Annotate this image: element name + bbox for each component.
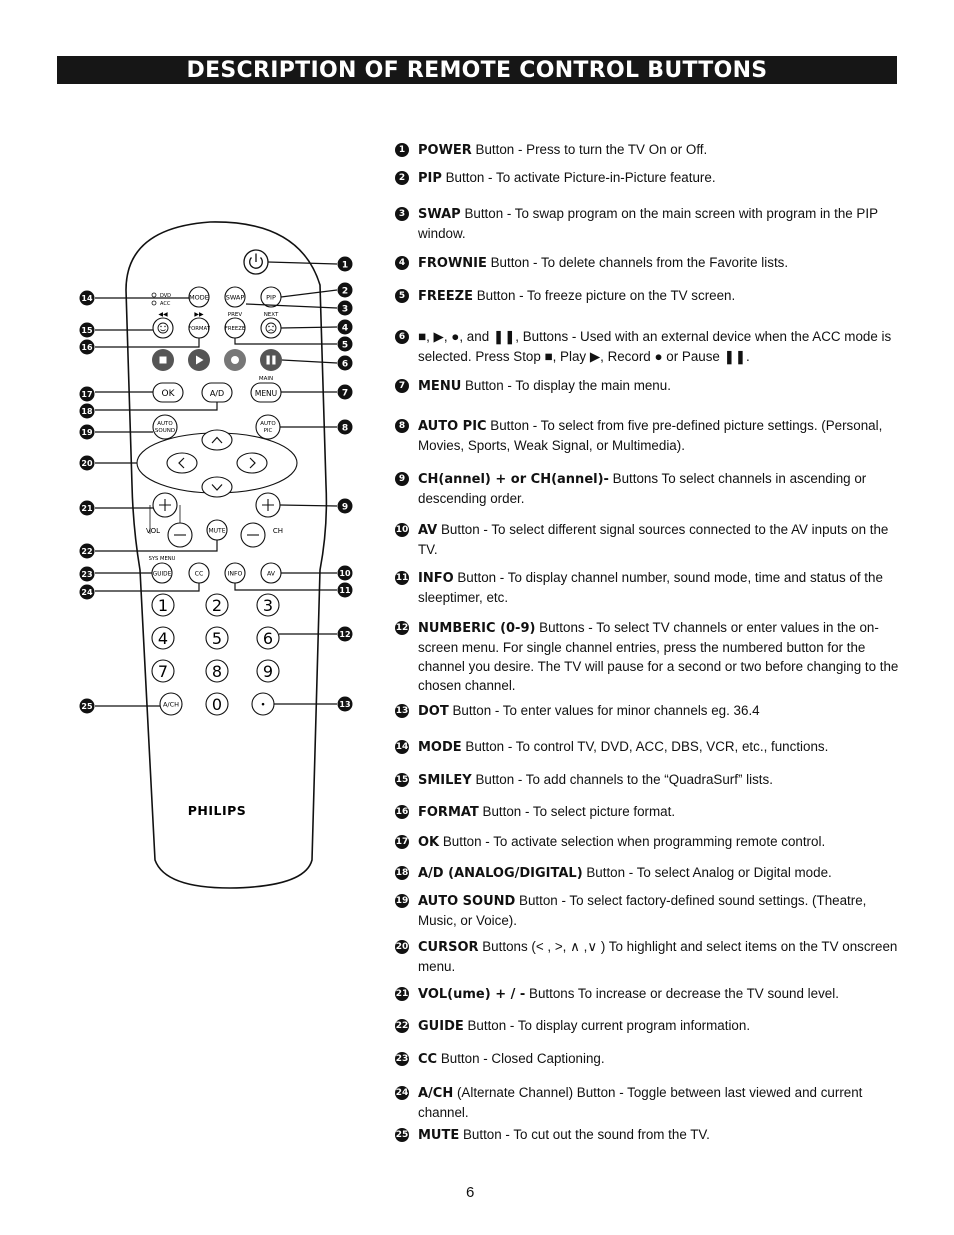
- freeze-label: FREEZE: [224, 326, 246, 332]
- item-name: FROWNIE: [418, 256, 487, 271]
- item-name: FREEZE: [418, 289, 473, 304]
- item-name: CURSOR: [418, 940, 479, 955]
- item-number: 3: [395, 207, 409, 221]
- ach-label: A/CH: [162, 700, 180, 709]
- callout-19: [80, 425, 95, 440]
- item-text: Button - To add channels to the “QuadraSurf” lists.: [471, 772, 773, 787]
- callout-6: [338, 356, 353, 371]
- callout-2: [338, 283, 353, 298]
- stop-icon: [160, 357, 167, 364]
- item-text: Button - To select factory-defined sound settings. (Theatre, Music, or Voice).: [418, 893, 867, 928]
- callout-16: [80, 340, 95, 355]
- main-label: MAIN: [258, 376, 274, 382]
- auto-pic-label-2: PIC: [263, 428, 273, 434]
- auto-pic-button[interactable]: [256, 415, 280, 439]
- next-label: NEXT: [263, 312, 279, 318]
- callout-25: [80, 699, 95, 714]
- pip-label: PIP: [266, 293, 276, 302]
- digit-5-label: 5: [211, 629, 223, 648]
- item-number: 21: [395, 989, 409, 999]
- auto-pic-label-1: AUTO: [260, 421, 276, 427]
- menu-button[interactable]: [251, 383, 281, 402]
- digit-4-label: 4: [157, 629, 169, 648]
- item-name: AUTO PIC: [418, 419, 487, 434]
- mode-label: MODE: [189, 293, 209, 302]
- forward-icon: ▶▶: [194, 311, 204, 318]
- av-button[interactable]: [261, 563, 281, 583]
- item-text: Buttons - To select TV channels or enter values in the on-screen menu. For single channel entries, press the numbered button for the channel you desire. The TV will pause for a second or two before changing to the chosen channel.: [418, 620, 899, 693]
- callout-3-label: 3: [341, 304, 349, 315]
- item-number: 9: [395, 472, 409, 486]
- ad-label: A/D: [209, 389, 225, 398]
- mute-button[interactable]: [207, 520, 227, 540]
- digit-7-label: 7: [157, 662, 169, 681]
- mode-button[interactable]: [189, 287, 209, 307]
- callout-6-label: 6: [341, 359, 349, 370]
- auto-sound-button[interactable]: [153, 415, 177, 439]
- callout-4-label: 4: [341, 323, 349, 334]
- item-name: NUMBERIC (0-9): [418, 621, 536, 636]
- ch-up-button[interactable]: [256, 493, 280, 517]
- item-number: 23: [395, 1054, 409, 1064]
- av-label: AV: [266, 570, 276, 578]
- ch-down-button[interactable]: [241, 523, 265, 547]
- item-text: Button - To control TV, DVD, ACC, DBS, VCR, etc., functions.: [461, 739, 829, 754]
- callout-16-label: 16: [81, 343, 93, 352]
- callout-7-label: 7: [341, 388, 349, 399]
- pause-button[interactable]: [260, 349, 282, 371]
- item-name: CC: [418, 1052, 438, 1067]
- info-label: INFO: [227, 570, 243, 578]
- callout-4: [338, 320, 353, 335]
- digit-6-button[interactable]: [257, 627, 279, 649]
- callout-7: [338, 385, 353, 400]
- digit-0-label: 0: [211, 695, 223, 714]
- callout-10: [338, 566, 353, 581]
- page-number: 6: [466, 1184, 475, 1201]
- callout-23: [80, 567, 95, 582]
- callout-13-label: 13: [339, 700, 351, 709]
- cursor-down-button[interactable]: [202, 477, 232, 497]
- item-text: Button - To display current program information.: [463, 1018, 751, 1033]
- callout-9-label: 9: [341, 502, 349, 513]
- item-text: Button - To select picture format.: [478, 804, 676, 819]
- callout-25-label: 25: [81, 702, 93, 711]
- item-text: Button - To delete channels from the Favorite lists.: [486, 255, 789, 270]
- item-number: 5: [395, 289, 409, 303]
- callout-5: [338, 337, 353, 352]
- item-name: MODE: [418, 740, 462, 755]
- item-text: Button - To activate Picture-in-Picture feature.: [441, 170, 716, 185]
- item-number: 15: [395, 775, 409, 785]
- rewind-icon: ◀◀: [158, 311, 168, 318]
- smiley-button[interactable]: [153, 318, 173, 338]
- item-name: POWER: [418, 143, 472, 158]
- cc-label: CC: [194, 570, 204, 578]
- vol-down-button[interactable]: [168, 523, 192, 547]
- digit-1-button[interactable]: [152, 594, 174, 616]
- item-name: INFO: [418, 571, 454, 586]
- item-number: 20: [395, 942, 409, 952]
- item-name: A/CH: [418, 1086, 454, 1101]
- cursor-right-button[interactable]: [237, 453, 267, 473]
- callout-20: [80, 456, 95, 471]
- item-name: MENU: [418, 379, 462, 394]
- item-name: MUTE: [418, 1128, 460, 1143]
- callout-5-label: 5: [341, 340, 349, 351]
- item-name: AV: [418, 523, 438, 538]
- item-name: SWAP: [418, 207, 461, 222]
- callout-18: [80, 404, 95, 419]
- callout-12: [338, 627, 353, 642]
- item-number: 4: [395, 256, 409, 270]
- callout-24-label: 24: [81, 588, 93, 597]
- item-text: Buttons To select channels in ascending or descending order.: [418, 471, 867, 506]
- item-number: 6: [395, 330, 409, 344]
- item-number: 8: [395, 419, 409, 433]
- digit-9-label: 9: [262, 662, 274, 681]
- record-button[interactable]: [224, 349, 246, 371]
- callout-18-label: 18: [81, 407, 93, 416]
- item-name: VOL(ume) + / -: [418, 987, 526, 1002]
- item-text: ■, ▶, ●, and ❚❚, Buttons - Used with an external device when the ACC mode is selected. Press Stop ■, Play ▶, Record ● or Pause ❚❚.: [418, 329, 892, 364]
- format-label: FORMAT: [188, 326, 210, 332]
- callout-13: [338, 697, 353, 712]
- vol-up-button[interactable]: [153, 493, 177, 517]
- sys-menu-label: SYS MENU: [148, 556, 176, 562]
- callout-12-label: 12: [339, 630, 351, 639]
- callout-9: [338, 499, 353, 514]
- item-text: Button - Press to turn the TV On or Off.: [471, 142, 708, 157]
- item-number: 16: [395, 807, 409, 817]
- cc-button[interactable]: [189, 563, 209, 583]
- pip-button[interactable]: [261, 287, 281, 307]
- item-text: Button - To freeze picture on the TV screen.: [472, 288, 736, 303]
- ach-button[interactable]: [160, 693, 182, 715]
- brand-logo: PHILIPS: [187, 803, 247, 818]
- digit-8-label: 8: [211, 662, 223, 681]
- item-text: (Alternate Channel) Button - Toggle between last viewed and current channel.: [418, 1085, 863, 1120]
- record-icon: [231, 356, 239, 364]
- item-text: Button - To display the main menu.: [461, 378, 671, 393]
- item-name: FORMAT: [418, 805, 479, 820]
- item-name: CH(annel) + or CH(annel)-: [418, 472, 609, 487]
- item-name: A/D (ANALOG/DIGITAL): [418, 866, 583, 881]
- callout-15-label: 15: [81, 326, 93, 335]
- digit-0-button[interactable]: [206, 693, 228, 715]
- auto-sound-label-2: SOUND: [154, 428, 176, 434]
- item-text: Button - To enter values for minor channels eg. 36.4: [448, 703, 760, 718]
- callout-17-label: 17: [81, 390, 93, 399]
- freeze-button[interactable]: [225, 318, 246, 338]
- callout-11: [338, 583, 353, 598]
- item-text: Button - To cut out the sound from the TV.: [459, 1127, 710, 1142]
- callout-1-label: 1: [341, 260, 349, 271]
- item-number: 11: [395, 573, 409, 583]
- dot-button[interactable]: [252, 693, 274, 715]
- item-text: Button - To select from five pre-defined picture settings. (Personal, Movies, Sports, Weak Signal, or Multimedia).: [418, 418, 883, 453]
- callout-17: [80, 387, 95, 402]
- prev-label: PREV: [227, 312, 243, 318]
- item-name: PIP: [418, 171, 442, 186]
- power-button[interactable]: [244, 250, 268, 274]
- item-number: 22: [395, 1021, 409, 1031]
- ok-label: OK: [161, 389, 175, 399]
- callout-8: [338, 420, 353, 435]
- stop-button[interactable]: [152, 349, 174, 371]
- item-number: 24: [395, 1088, 409, 1098]
- guide-button[interactable]: [152, 563, 172, 583]
- item-name: SMILEY: [418, 773, 472, 788]
- acc-label: ACC: [160, 301, 171, 307]
- mute-label: MUTE: [208, 527, 226, 535]
- digit-6-label: 6: [262, 629, 274, 648]
- callout-21: [80, 501, 95, 516]
- item-number: 2: [395, 171, 409, 185]
- ch-label: CH: [272, 527, 284, 535]
- item-text: Buttons To increase or decrease the TV sound level.: [525, 986, 839, 1001]
- item-number: 14: [395, 742, 409, 752]
- menu-label: MENU: [254, 389, 278, 398]
- info-button[interactable]: [225, 563, 245, 583]
- dot-label: •: [260, 700, 266, 711]
- digit-1-label: 1: [157, 596, 169, 615]
- item-number: 7: [395, 379, 409, 393]
- callout-14: [80, 291, 95, 306]
- item-number: 18: [395, 868, 409, 878]
- page-title: DESCRIPTION OF REMOTE CONTROL BUTTONS: [57, 56, 897, 84]
- callout-22-label: 22: [81, 547, 93, 556]
- callout-1: [338, 257, 353, 272]
- digit-7-button[interactable]: [152, 660, 174, 682]
- callout-19-label: 19: [81, 428, 93, 437]
- ad-button[interactable]: [202, 383, 232, 402]
- item-number: 1: [395, 143, 409, 157]
- callout-11-label: 11: [339, 586, 351, 595]
- item-name: GUIDE: [418, 1019, 464, 1034]
- play-button[interactable]: [188, 349, 210, 371]
- callout-22: [80, 544, 95, 559]
- digit-9-button[interactable]: [257, 660, 279, 682]
- callout-10-label: 10: [339, 569, 351, 578]
- item-text: Button - To activate selection when programming remote control.: [439, 834, 826, 849]
- callout-21-label: 21: [81, 504, 93, 513]
- callout-8-label: 8: [341, 423, 349, 434]
- cursor-up-button[interactable]: [202, 430, 232, 450]
- callout-2-label: 2: [341, 286, 349, 297]
- guide-label: GUIDE: [152, 571, 172, 578]
- item-number: 17: [395, 837, 409, 847]
- item-text: Button - To select Analog or Digital mode.: [582, 865, 832, 880]
- item-text: Button - Closed Captioning.: [437, 1051, 605, 1066]
- item-name: OK: [418, 835, 440, 850]
- ok-button[interactable]: [153, 383, 183, 402]
- digit-3-button[interactable]: [257, 594, 279, 616]
- dvd-label: DVD: [160, 293, 172, 299]
- swap-button[interactable]: [225, 287, 245, 307]
- callout-20-label: 20: [81, 459, 93, 468]
- item-number: 19: [395, 896, 409, 906]
- item-text: Button - To select different signal sources connected to the AV inputs on the TV.: [418, 522, 889, 557]
- callout-14-label: 14: [81, 294, 93, 303]
- item-name: AUTO SOUND: [418, 894, 516, 909]
- callout-24: [80, 585, 95, 600]
- digit-2-label: 2: [211, 596, 223, 615]
- item-number: 25: [395, 1130, 409, 1140]
- digit-5-button[interactable]: [206, 627, 228, 649]
- item-text: Buttons (< , >, ∧ ,∨ ) To highlight and select items on the TV onscreen menu.: [418, 939, 898, 974]
- callout-15: [80, 323, 95, 338]
- digit-2-button[interactable]: [206, 594, 228, 616]
- item-text: Button - To swap program on the main screen with program in the PIP window.: [418, 206, 878, 241]
- cursor-left-button[interactable]: [167, 453, 197, 473]
- frownie-button[interactable]: [261, 318, 281, 338]
- item-number: 12: [395, 623, 409, 633]
- auto-sound-label-1: AUTO: [157, 421, 173, 427]
- item-text: Button - To display channel number, sound mode, time and status of the sleeptimer, etc.: [418, 570, 883, 605]
- swap-label: SWAP: [225, 293, 245, 302]
- vol-label: VOL: [145, 527, 161, 535]
- digit-4-button[interactable]: [152, 627, 174, 649]
- digit-8-button[interactable]: [206, 660, 228, 682]
- digit-3-label: 3: [262, 596, 274, 615]
- callout-23-label: 23: [81, 570, 93, 579]
- item-number: 10: [395, 525, 409, 535]
- item-name: DOT: [418, 704, 449, 719]
- callout-3: [338, 301, 353, 316]
- item-number: 13: [395, 706, 409, 716]
